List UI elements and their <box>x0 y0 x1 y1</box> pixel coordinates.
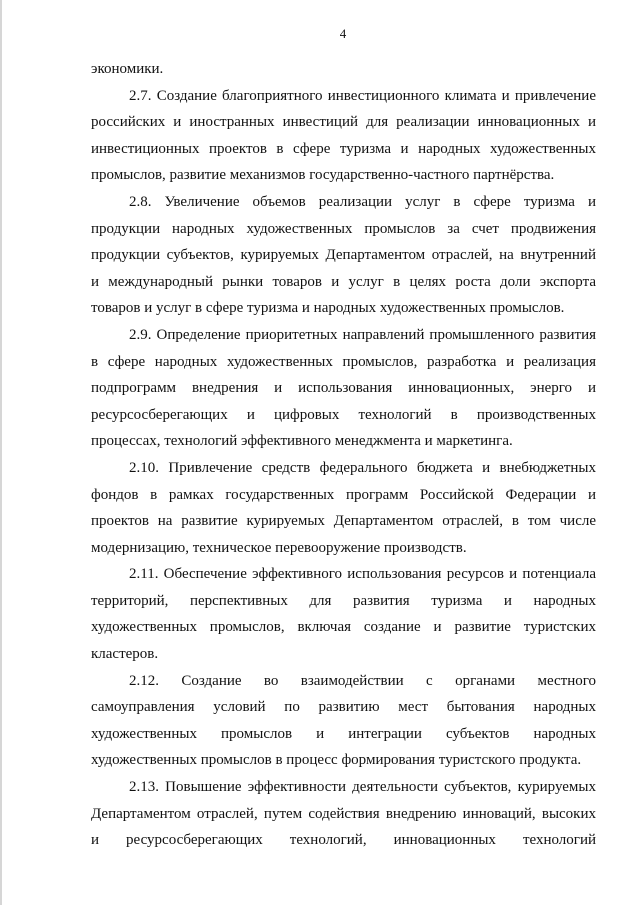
paragraph-2-10 <box>91 455 596 561</box>
text-line: художественных промыслов в процесс формирования туристского продукта. <box>91 752 582 769</box>
text-line: промыслов, развитие механизмов государственно-частного партнёрства. <box>91 167 555 184</box>
text-line: 2.9. Определение приоритетных направлений промышленного развития <box>129 326 596 343</box>
paragraph-2-12 <box>91 668 596 774</box>
text-line: 2.8. Увеличение объемов реализации услуг в сфере туризма и <box>129 193 596 210</box>
text-line: территорий, перспективных для развития туризма и народных <box>91 592 596 609</box>
text-line: ресурсосберегающих и цифровых технологий в производственных <box>91 406 596 423</box>
text-line: кластеров. <box>91 646 159 663</box>
text-line: 2.11. Обеспечение эффективного использования ресурсов и потенциала <box>129 566 596 583</box>
paragraph-2-13 <box>91 774 596 854</box>
text-line: 2.12. Создание во взаимодействии с органами местного <box>129 672 596 689</box>
text-line: проектов на развитие курируемых Департаментом отраслей, в том числе <box>91 513 596 530</box>
document-body <box>91 56 596 854</box>
text-line: подпрограмм внедрения и использования инновационных, энерго и <box>91 380 596 397</box>
text-line: в сфере народных художественных промыслов, разработка и реализация <box>91 353 596 370</box>
text-line: Департаментом отраслей, путем содействия внедрению инноваций, высоких <box>91 805 596 822</box>
text-line: художественных промыслов, включая создание и развитие туристских <box>91 619 596 636</box>
text-line: самоуправления условий по развитию мест бытования народных <box>91 699 596 716</box>
page-number: 4 <box>339 26 347 41</box>
text-line: и международный рынки товаров и услуг в целях роста доли экспорта <box>91 273 596 290</box>
text-line: процессах, технологий эффективного менеджмента и маркетинга. <box>91 433 513 450</box>
page-edge <box>0 0 2 905</box>
text-line: и ресурсосберегающих технологий, инновационных технологий <box>91 832 596 849</box>
paragraph-2-8 <box>91 189 596 322</box>
text-line: инвестиционных проектов в сфере туризма и народных художественных <box>91 140 596 157</box>
paragraph-2-9 <box>91 322 596 455</box>
text-line: экономики. <box>91 61 164 77</box>
text-line: продукции народных художественных промыслов за счет продвижения <box>91 220 596 237</box>
text-line: товаров и услуг в сфере туризма и народных художественных промыслов. <box>91 300 565 317</box>
paragraph-2-11 <box>91 561 596 667</box>
text-line: российских и иностранных инвестиций для реализации инновационных и <box>91 114 596 131</box>
text-line: фондов в рамках государственных программ Российской Федерации и <box>91 486 596 503</box>
paragraph-2-7 <box>91 83 596 189</box>
text-line: 2.10. Привлечение средств федерального бюджета и внебюджетных <box>129 459 596 476</box>
text-line: 2.13. Повышение эффективности деятельности субъектов, курируемых <box>129 779 596 796</box>
paragraph-continuation <box>91 56 596 83</box>
text-line: 2.7. Создание благоприятного инвестиционного климата и привлечение <box>129 87 596 104</box>
text-line: художественных промыслов и интеграции субъектов народных <box>91 725 596 742</box>
text-line: модернизацию, техническое перевооружение производств. <box>91 539 467 556</box>
text-line: продукции субъектов, курируемых Департаментом отраслей, на внутренний <box>91 247 596 264</box>
